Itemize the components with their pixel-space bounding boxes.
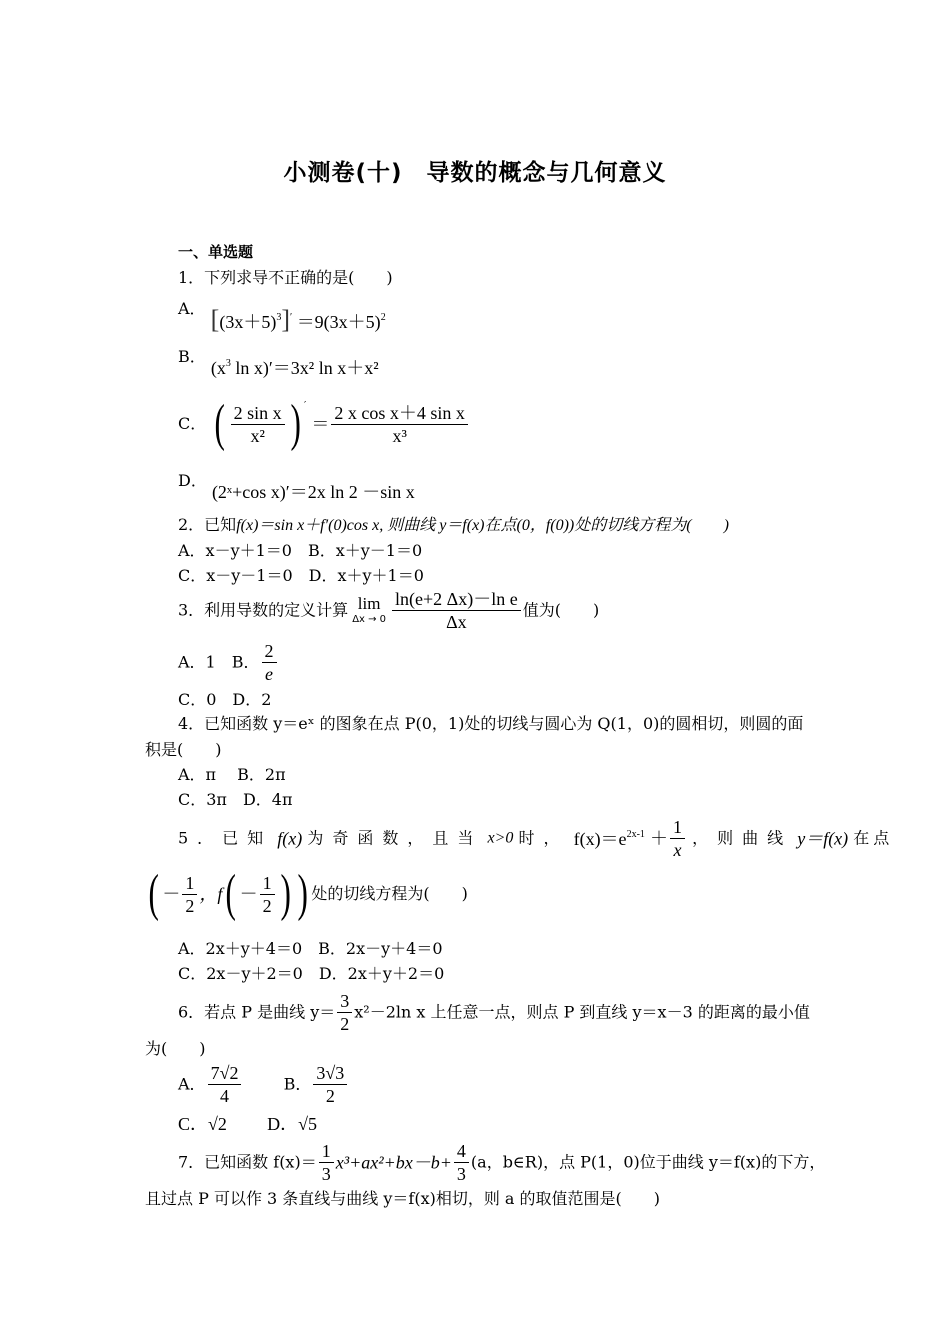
q3-b-num: 2 xyxy=(262,640,277,663)
q1-c-rden: x³ xyxy=(392,425,407,446)
q1-option-b[interactable]: B． ($x^3$ ln x)′＝3x² ln x＋x² xyxy=(178,347,379,378)
q1-a-label: A． xyxy=(178,299,206,318)
q6-options-ab[interactable]: A． $\frac{7√2}{4}$ B． $\frac{3√3}{2}$ xyxy=(178,1062,349,1107)
q2-options-cd[interactable]: C．x－y－1＝0 D．x＋y＋1＝0 xyxy=(178,566,424,585)
q1-b-lhs: (x xyxy=(210,358,226,378)
page-title: 小测卷(十) 导数的概念与几何意义 xyxy=(283,160,667,186)
q4-stem-line2: 积是( ) xyxy=(145,740,222,759)
q1-b-label: B． xyxy=(178,347,206,366)
q1-option-a[interactable]: A． $[(3x+5)^3]' =9(3x+5)^2$ xyxy=(178,299,386,334)
q3-stem: 3．利用导数的定义计算 lim Δx → 0 $\frac{\text{ln(e+2 Δx)－ln e}}{\Delta x}$ 值为( ) xyxy=(178,589,600,632)
q3-den: Δx xyxy=(446,612,467,632)
q5-options-cd[interactable]: C．2x－y＋2＝0 D．2x＋y＋2＝0 xyxy=(178,964,445,983)
q3-options-cd[interactable]: C．0 D．2 xyxy=(178,690,272,709)
q1-c-den: x² xyxy=(250,425,265,446)
q6-stem-line1: 6．若点 P 是曲线 y＝ $\frac{3}{2}$ x²－2ln x 上任意一点，则点 P 到直线 y＝x－3 的距离的最小值 xyxy=(178,991,810,1034)
q7-stem-line2: 且过点 P 可以作 3 条直线与曲线 y＝f(x)相切，则 a 的取值范围是( ) xyxy=(145,1189,661,1208)
q2-stem: 2．已知f(x)＝sin x＋f′(0)cos x, 则曲线 y＝f(x)在点(0，f(0))处的切线方程为( ) xyxy=(178,515,729,534)
q1-c-label: C． xyxy=(178,414,207,433)
q1-stem: 1．下列求导不正确的是( ) xyxy=(178,268,393,287)
q5-stem-line2: ( － $\frac{1}{2}$ ，f( － $\frac{1}{2}$ ) ) 处的切线方程为( ) xyxy=(148,865,468,922)
q1-c-rnum: 2 x cos x＋4 sin x xyxy=(331,402,468,425)
q4-options-cd[interactable]: C．3π D．4π xyxy=(178,790,293,809)
q1-d-label: D． xyxy=(178,471,207,490)
q3-num: ln(e+2 Δx)－ln e xyxy=(392,588,521,611)
q7-stem-line1: 7．已知函数 f(x)＝ $\frac{1}{3}$ x³+ax²+bx－b+ $\frac{4}{3}$ (a，b∈R)，点 P(1，0)位于曲线 y＝f(x)的下方， xyxy=(178,1141,826,1184)
q5-options-ab[interactable]: A．2x＋y＋4＝0 B．2x－y＋4＝0 xyxy=(178,939,443,958)
q1-option-d[interactable] xyxy=(178,470,415,502)
q2-options-ab[interactable]: A．x－y＋1＝0 B．x＋y－1＝0 xyxy=(178,541,423,560)
q2-function: f(x)＝sin x＋f′(0)cos x, 则曲线 y＝f(x)在点(0，f(0))处的切线方程为( ) xyxy=(236,517,729,534)
q3-lim-sub: Δx → 0 xyxy=(352,613,387,625)
q3-lim: lim xyxy=(357,593,381,613)
q5-stem-line1: 5．已知 f(x) 为奇函数，且当 x>0 时， $f(x)=e^{2x-1}$ ＋ $\frac{1}{x}$ ，则曲线 y＝f(x) 在点 xyxy=(178,817,894,860)
q1-d-expr: (2ˣ+cos x)′＝2x ln 2 －sin x xyxy=(211,482,415,502)
q1-option-c[interactable]: C． ( $\frac{\text{2 sin x}}{\text{x²}}$ ) ′ ＝ $\frac{\text{2 x cos x＋4 sin x}}{\text{x³}}$ xyxy=(178,398,470,450)
q3-options-ab[interactable]: A．1 B． $\frac{2}{e}$ xyxy=(178,640,279,685)
q1-c-num: 2 sin x xyxy=(231,402,285,425)
q1-a-rhs: ＝9(3x＋5) xyxy=(296,312,381,332)
section-heading: 一、单选题 xyxy=(178,243,254,261)
q4-options-ab[interactable]: A．π B．2π xyxy=(178,765,286,784)
q3-b-den: e xyxy=(265,664,273,684)
q6-options-cd[interactable]: C．√2 D．√5 xyxy=(178,1114,317,1134)
q1-a-lhs: (3x＋5) xyxy=(219,312,277,332)
q4-stem-line1: 4．已知函数 y＝eˣ 的图象在点 P(0，1)处的切线与圆心为 Q(1，0)的圆相切，则圆的面 xyxy=(178,714,804,733)
q6-stem-line2: 为( ) xyxy=(145,1039,206,1058)
q1-b-rhs: ln x)′＝3x² ln x＋x² xyxy=(235,358,379,378)
